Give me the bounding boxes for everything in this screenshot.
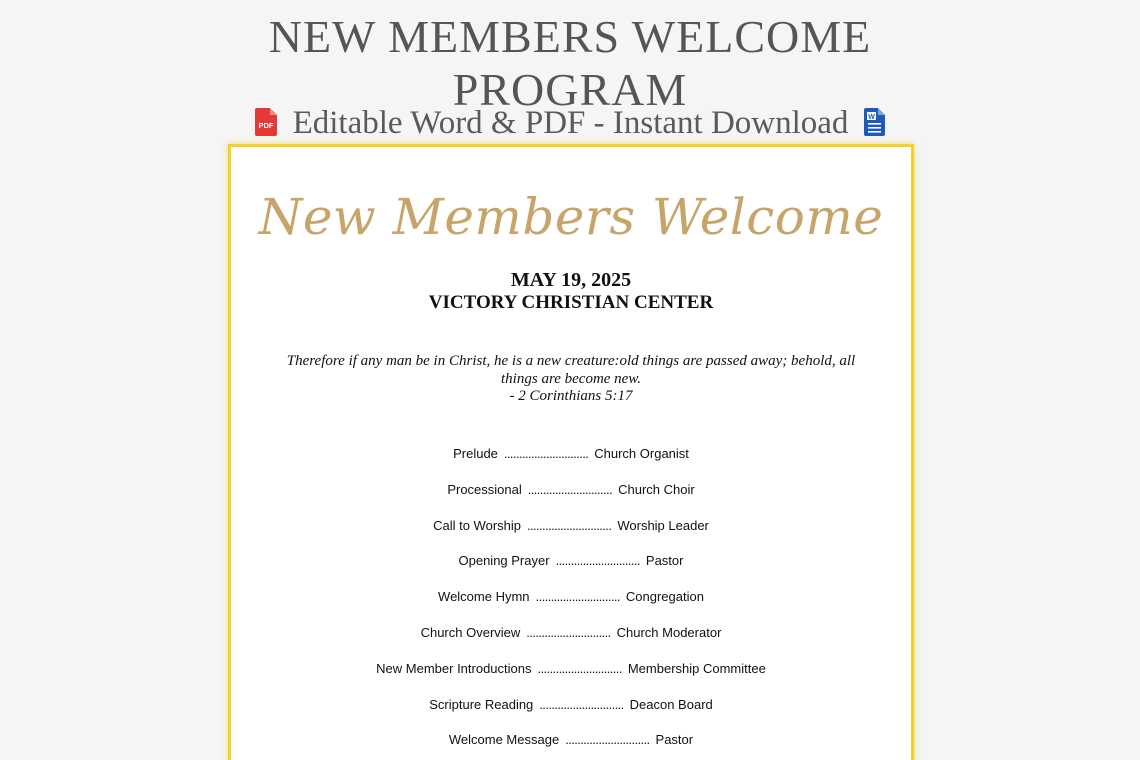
program-item-name: Opening Prayer [458, 553, 550, 569]
svg-text:PDF: PDF [258, 121, 274, 130]
program-item-name: Prelude [453, 446, 498, 461]
leader-dots: ............................ [539, 696, 624, 712]
pdf-file-icon [255, 106, 277, 146]
program-item-name: Processional [447, 481, 522, 497]
program-item-leader: Congregation [625, 589, 704, 605]
program-item-leader: Pastor [655, 732, 694, 748]
program-item-name: Church Overview [420, 624, 521, 640]
program-item [231, 659, 911, 695]
svg-text:W: W [867, 114, 875, 121]
event-date: MAY 19, 2025 [510, 269, 632, 291]
program-item [231, 623, 911, 659]
script-title: New Members Welcome [258, 188, 884, 246]
leader-dots: ............................ [565, 732, 650, 748]
page-title [0, 10, 1140, 116]
program-item-name: Call to Worship [433, 517, 521, 533]
scripture-verse: Therefore if any man be in Christ, he is a new creature:old things are passed away; behold, all things are become new. [286, 353, 856, 387]
page-title-line-2: PROGRAM [452, 64, 688, 115]
program-item-name: Welcome Hymn [438, 589, 530, 605]
leader-dots: ............................ [503, 446, 589, 461]
page-subtitle [0, 103, 1140, 146]
program-item [231, 516, 911, 552]
program-item-leader: Deacon Board [629, 696, 713, 712]
leader-dots: ............................ [535, 589, 620, 605]
church-name: VICTORY CHRISTIAN CENTER [428, 292, 714, 313]
leader-dots: ............................ [527, 517, 612, 533]
program-item [231, 480, 911, 516]
program-item [231, 551, 911, 587]
word-document-icon [864, 106, 885, 146]
program-item-name: New Member Introductions [376, 660, 532, 676]
subtitle-text: Editable Word & PDF - Instant Download [292, 105, 849, 141]
leader-dots: ............................ [537, 660, 622, 676]
program-item-leader: Church Moderator [616, 624, 722, 640]
leader-dots: ............................ [555, 553, 640, 569]
program-item-name: Scripture Reading [429, 696, 534, 712]
program-item-leader: Church Choir [618, 481, 695, 497]
program-item [231, 730, 911, 760]
program-item-leader: Pastor [645, 553, 684, 569]
program-item-leader: Membership Committee [627, 660, 766, 676]
program-item-name: Welcome Message [448, 732, 560, 748]
program-list [231, 444, 911, 760]
program-item [231, 587, 911, 623]
program-item-leader: Worship Leader [617, 517, 709, 533]
program-item-leader: Church Organist [594, 446, 689, 461]
program-item [231, 444, 911, 480]
leader-dots: ............................ [527, 481, 613, 497]
program-item [231, 695, 911, 731]
scripture-reference: - 2 Corinthians 5:17 [509, 388, 633, 404]
document-preview [228, 144, 914, 760]
page-title-line-1: NEW MEMBERS WELCOME [268, 11, 872, 62]
leader-dots: ............................ [526, 624, 611, 640]
